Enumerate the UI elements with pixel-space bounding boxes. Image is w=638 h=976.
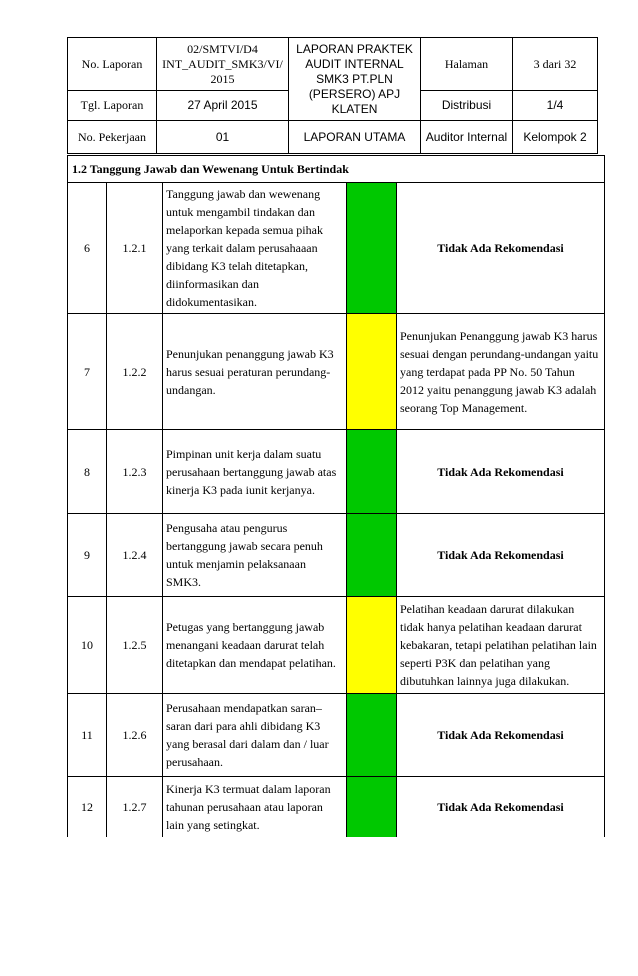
tgl-laporan-value: 27 April 2015	[157, 91, 289, 121]
no-laporan-label: No. Laporan	[68, 38, 157, 91]
no-pekerjaan-label: No. Pekerjaan	[68, 121, 157, 154]
row-number: 7	[68, 314, 107, 430]
distribusi-value: 1/4	[513, 91, 598, 121]
report-header-table	[67, 37, 598, 154]
finding-row	[68, 694, 605, 777]
recommendation-text: Tidak Ada Rekomendasi	[397, 183, 605, 314]
clause-description: Kinerja K3 termuat dalam laporan tahunan perusahaan atau laporan lain yang setingkat.	[163, 777, 347, 837]
finding-row	[68, 777, 605, 837]
recommendation-text: Tidak Ada Rekomendasi	[397, 694, 605, 777]
finding-row	[68, 597, 605, 694]
row-number: 8	[68, 430, 107, 514]
status-indicator	[347, 314, 397, 430]
tgl-laporan-label: Tgl. Laporan	[68, 91, 157, 121]
finding-row	[68, 430, 605, 514]
section-title: 1.2 Tanggung Jawab dan Wewenang Untuk Bertindak	[68, 156, 605, 183]
row-number: 10	[68, 597, 107, 694]
laporan-utama-label: LAPORAN UTAMA	[289, 121, 421, 154]
clause-code: 1.2.6	[107, 694, 163, 777]
recommendation-text: Tidak Ada Rekomendasi	[397, 777, 605, 837]
no-laporan-value: 02/SMTVI/D4 INT_AUDIT_SMK3/VI/ 2015	[157, 38, 289, 91]
status-indicator	[347, 597, 397, 694]
auditor-label: Auditor Internal	[421, 121, 513, 154]
row-number: 9	[68, 514, 107, 597]
clause-code: 1.2.1	[107, 183, 163, 314]
clause-code: 1.2.2	[107, 314, 163, 430]
finding-row	[68, 314, 605, 430]
status-indicator	[347, 183, 397, 314]
distribusi-label: Distribusi	[421, 91, 513, 121]
row-number: 12	[68, 777, 107, 837]
clause-code: 1.2.5	[107, 597, 163, 694]
clause-description: Petugas yang bertanggung jawab menangani keadaan darurat telah ditetapkan dan mendapat pelatihan.	[163, 597, 347, 694]
halaman-label: Halaman	[421, 38, 513, 91]
no-pekerjaan-value: 01	[157, 121, 289, 154]
status-indicator	[347, 777, 397, 837]
finding-row	[68, 183, 605, 314]
status-indicator	[347, 694, 397, 777]
recommendation-text: Tidak Ada Rekomendasi	[397, 514, 605, 597]
clause-code: 1.2.4	[107, 514, 163, 597]
recommendation-text: Tidak Ada Rekomendasi	[397, 430, 605, 514]
status-indicator	[347, 514, 397, 597]
clause-description: Penunjukan penanggung jawab K3 harus sesuai peraturan perundang-undangan.	[163, 314, 347, 430]
clause-description: Tanggung jawab dan wewenang untuk mengambil tindakan dan melaporkan kepada semua pihak yang terkait dalam perusahaaan dibidang K3 telah ditetapkan, diinformasikan dan didokumentasikan.	[163, 183, 347, 314]
halaman-value: 3 dari 32	[513, 38, 598, 91]
clause-description: Pimpinan unit kerja dalam suatu perusahaan bertanggung jawab atas kinerja K3 pada iunit kerjanya.	[163, 430, 347, 514]
row-number: 11	[68, 694, 107, 777]
row-number: 6	[68, 183, 107, 314]
clause-description: Perusahaan mendapatkan saran–saran dari para ahli dibidang K3 yang berasal dari dalam dan / luar perusahaan.	[163, 694, 347, 777]
recommendation-text: Pelatihan keadaan darurat dilakukan tidak hanya pelatihan keadaan darurat kebakaran, tetapi pelatihan pelatihan lain seperti P3K dan pelatihan yang dibutuhkan lainnya juga dilakukan.	[397, 597, 605, 694]
clause-code: 1.2.3	[107, 430, 163, 514]
audit-findings-table	[67, 155, 605, 837]
finding-row	[68, 514, 605, 597]
status-indicator	[347, 430, 397, 514]
report-title: LAPORAN PRAKTEK AUDIT INTERNAL SMK3 PT.PLN (PERSERO) APJ KLATEN	[289, 38, 421, 121]
clause-code: 1.2.7	[107, 777, 163, 837]
clause-description: Pengusaha atau pengurus bertanggung jawab secara penuh untuk menjamin pelaksanaan SMK3.	[163, 514, 347, 597]
kelompok-value: Kelompok 2	[513, 121, 598, 154]
recommendation-text: Penunjukan Penanggung jawab K3 harus sesuai dengan perundang-undangan yaitu yang terdapat pada PP No. 50 Tahun 2012 yaitu penanggung jawab K3 adalah seorang Top Management.	[397, 314, 605, 430]
